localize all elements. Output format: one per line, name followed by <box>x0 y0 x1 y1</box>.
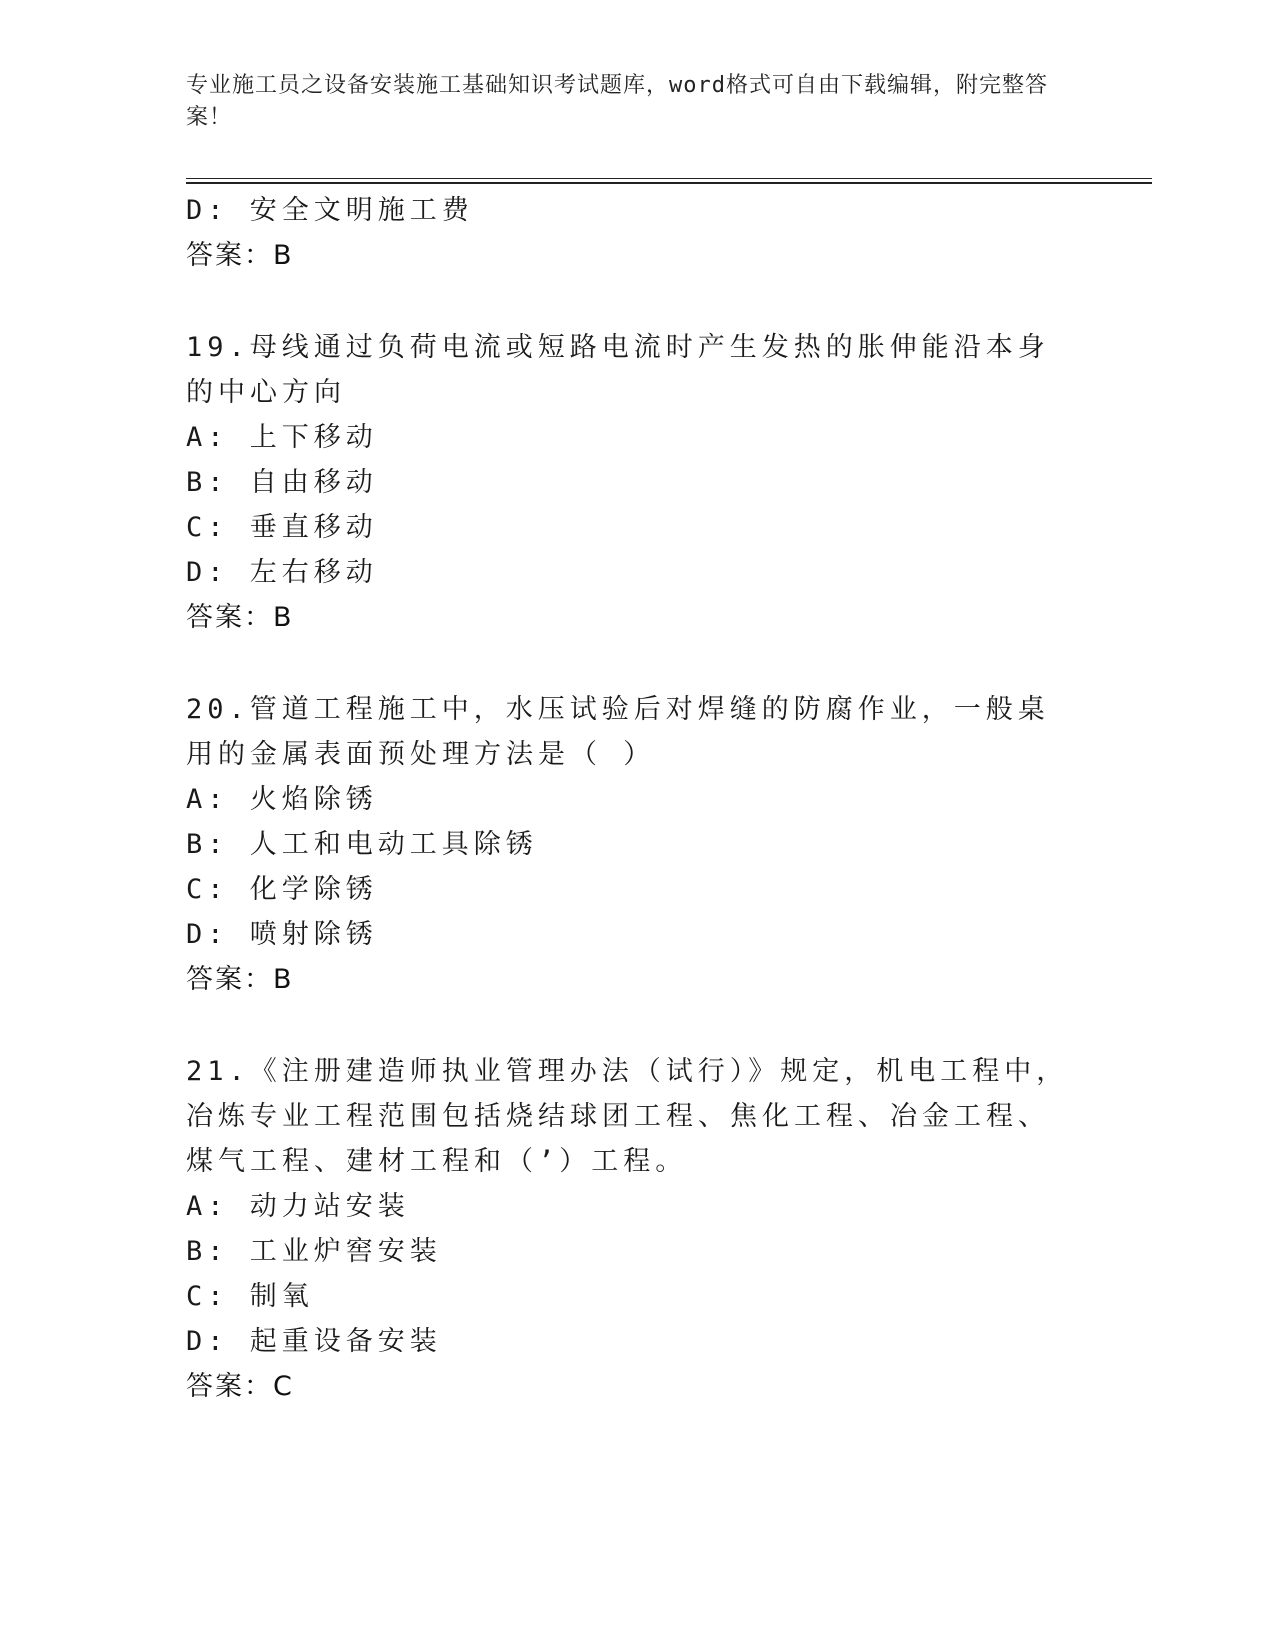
prev-answer: 答案：B <box>186 240 294 271</box>
document-body <box>186 188 1086 1409</box>
spacer <box>186 278 1086 325</box>
prev-option-d: D: 安全文明施工费 <box>186 195 474 226</box>
option-b: B: 工业炉窖安装 <box>186 1236 442 1267</box>
spacer <box>186 1002 1086 1049</box>
answer: 答案：B <box>186 964 294 995</box>
option-d: D: 起重设备安装 <box>186 1326 442 1357</box>
option-c: C: 垂直移动 <box>186 512 378 543</box>
option-c: C: 化学除锈 <box>186 874 378 905</box>
question-21 <box>186 1049 1086 1409</box>
question-20 <box>186 687 1086 1002</box>
question-stem: 20.管道工程施工中，水压试验后对焊缝的防腐作业，一般桌用的金属表面预处理方法是（ ） <box>186 694 1050 770</box>
option-d: D: 左右移动 <box>186 557 378 588</box>
header-rule-thick <box>186 182 1152 184</box>
question-19 <box>186 325 1086 640</box>
option-b: B: 人工和电动工具除锈 <box>186 829 538 860</box>
answer: 答案：B <box>186 602 294 633</box>
question-stem: 21.《注册建造师执业管理办法（试行）》规定，机电工程中，冶炼专业工程范围包括烧结球团工程、焦化工程、冶金工程、煤气工程、建材工程和（’）工程。 <box>186 1056 1069 1177</box>
option-a: A: 动力站安装 <box>186 1191 410 1222</box>
question-stem: 19.母线通过负荷电流或短路电流时产生发热的胀伸能沿本身的中心方向 <box>186 332 1050 408</box>
spacer <box>186 640 1086 687</box>
option-d: D: 喷射除锈 <box>186 919 378 950</box>
answer: 答案：C <box>186 1371 294 1402</box>
option-a: A: 火焰除锈 <box>186 784 378 815</box>
option-b: B: 自由移动 <box>186 467 378 498</box>
header-rule-thin <box>186 178 1152 179</box>
option-c: C: 制氧 <box>186 1281 314 1312</box>
document-header: 专业施工员之设备安装施工基础知识考试题库，word格式可自由下载编辑，附完整答案！ <box>186 73 1048 130</box>
option-a: A: 上下移动 <box>186 422 378 453</box>
